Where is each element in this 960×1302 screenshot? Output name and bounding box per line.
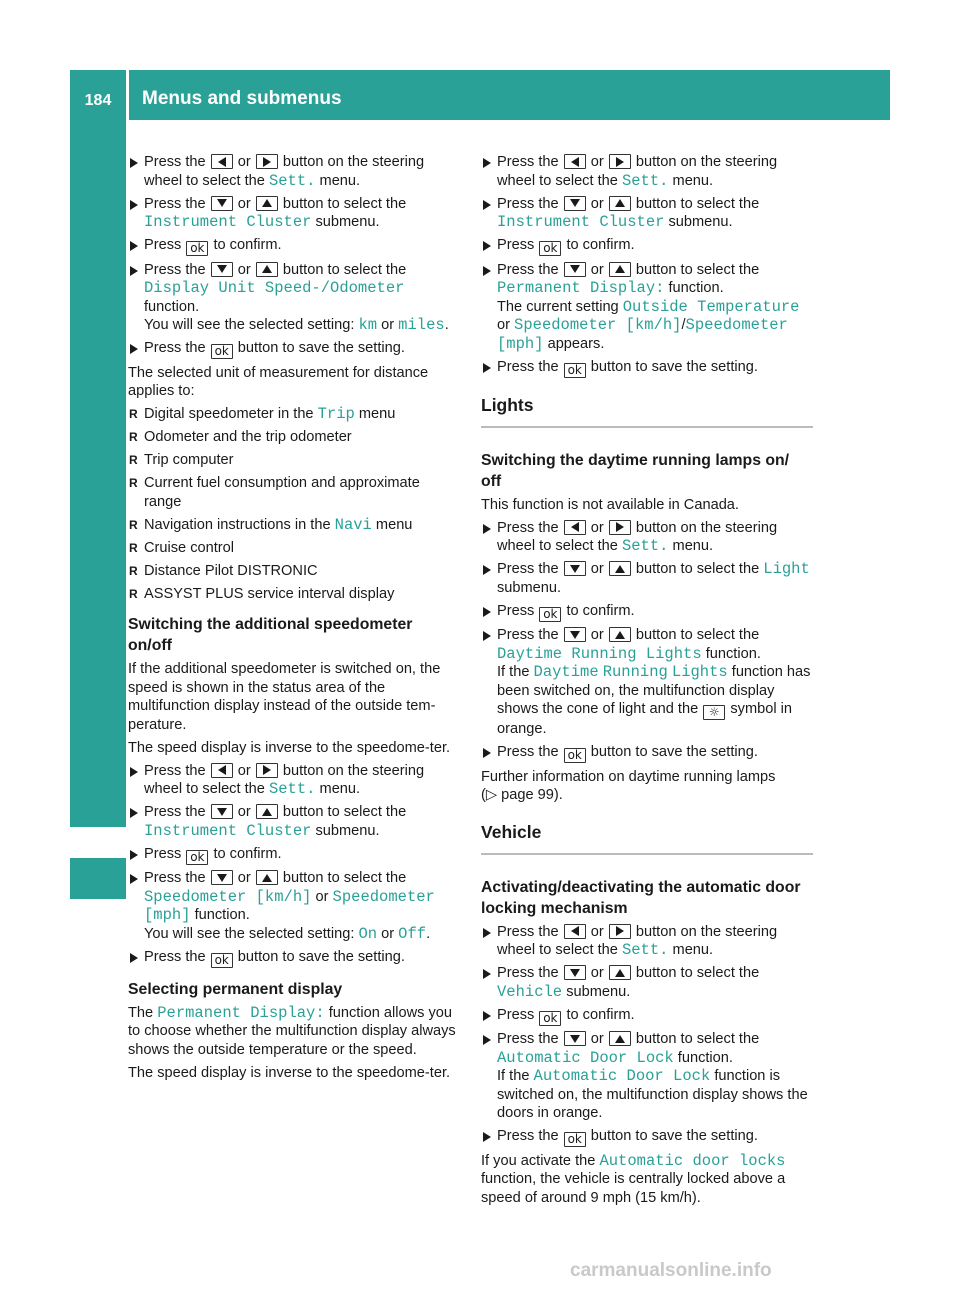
code-instrument-cluster: Instrument Cluster <box>497 213 665 231</box>
code-mph: [mph] <box>144 906 191 924</box>
step-item: Press the or button to select the Permanent Display: function. The current setting Outside Temperature or Speedometer [km/h]/Speedometer [mph] appears. <box>481 261 813 354</box>
left-arrow-button-icon <box>564 520 586 535</box>
code-instrument-cluster: Instrument Cluster <box>144 821 312 840</box>
code-permanent-display: Permanent Display: <box>497 279 665 297</box>
step-item: Press the or button to select the Automatic Door Lock function. If the Automatic Door Lock function is switched on, the multifunction display shows the doors in orange. <box>481 1030 813 1123</box>
list-item: R Trip computer <box>128 451 460 470</box>
code-trip: Trip <box>317 405 355 423</box>
code-permanent-display: Permanent Display: <box>157 1003 325 1022</box>
right-column <box>481 153 813 1212</box>
code-instrument-cluster: Instrument Cluster <box>144 213 312 231</box>
step-item: Press the or button on the steering wheel to select the Sett. menu. <box>128 762 460 799</box>
step-item: Press the or button to select the Daytime Running Lights function. If the Daytime Running Lights function has been switched on, the multifunction display shows the cone of light and the ☼ symbol in orange. <box>481 626 813 739</box>
list-item: R Navigation instructions in the Navi menu <box>128 516 460 535</box>
code-on: On <box>358 924 378 943</box>
watermark: carmanualsonline.info <box>570 1260 772 1281</box>
code-automatic-door-lock: Automatic Door Lock <box>497 1048 674 1067</box>
paragraph: The Permanent Display: function allows you to choose whether the multifunction display always shows the outside temperature or the speed. <box>128 1003 456 1058</box>
step-item: Press ok to confirm. <box>481 1006 813 1026</box>
down-arrow-button-icon <box>564 965 586 980</box>
step-item: Press the or button on the steering wheel to select the Sett. menu. <box>481 923 813 960</box>
list-item: R Odometer and the trip odometer <box>128 428 460 447</box>
list-item: R Digital speedometer in the Trip menu <box>128 405 460 424</box>
code-miles: miles <box>398 316 445 334</box>
step-item: Press the ok button to save the setting. <box>128 948 460 968</box>
ok-button-icon: ok <box>186 241 208 256</box>
code-sett: Sett. <box>268 171 316 190</box>
up-arrow-button-icon <box>609 561 631 576</box>
up-arrow-button-icon <box>609 196 631 211</box>
step-item: Press the ok button to save the setting. <box>128 339 460 359</box>
down-arrow-button-icon <box>211 804 233 819</box>
up-arrow-button-icon <box>609 262 631 277</box>
code-lights: Lights <box>671 663 728 681</box>
heading-vehicle: Vehicle <box>481 821 813 855</box>
down-arrow-button-icon <box>564 561 586 576</box>
ok-button-icon: ok <box>539 241 561 256</box>
right-arrow-button-icon <box>256 154 278 169</box>
up-arrow-button-icon <box>609 627 631 642</box>
step-item: Press the or button to select the Instrument Cluster submenu. <box>128 803 460 840</box>
left-arrow-button-icon <box>564 154 586 169</box>
left-arrow-button-icon <box>211 154 233 169</box>
step-item: Press the or button on the steering wheel to select the Sett. menu. <box>128 153 460 190</box>
header-divider <box>126 70 129 120</box>
code-navi: Navi <box>334 515 372 534</box>
right-arrow-button-icon <box>609 154 631 169</box>
chapter-title: On-board computer and displays <box>81 275 104 605</box>
section-title: Menus and submenus <box>142 88 342 109</box>
paragraph: If you activate the Automatic door locks function, the vehicle is centrally locked above a speed of around 9 mph (15 km/h). <box>481 1151 786 1206</box>
heading-lights: Lights <box>481 394 813 428</box>
code-speedometer-kmh: Speedometer [km/h] <box>144 887 312 906</box>
list-item: R ASSYST PLUS service interval display <box>128 585 460 604</box>
step-item: Press the or button to select the Instrument Cluster submenu. <box>128 195 460 232</box>
code-display-unit: Display Unit Speed-/Odometer <box>144 279 405 297</box>
paragraph: The speed display is inverse to the speedome-ter. <box>128 739 451 756</box>
paragraph: This function is not available in Canada. <box>481 496 739 513</box>
step-item: Press the or button on the steering wheel to select the Sett. menu. <box>481 153 813 190</box>
down-arrow-button-icon <box>564 262 586 277</box>
step-item: Press the or button to select the Speedometer [km/h] or Speedometer [mph] function. You will see the selected setting: On or Off. <box>128 869 460 943</box>
step-item: Press the ok button to save the setting. <box>481 1127 813 1147</box>
step-item: Press the or button to select the Light submenu. <box>481 560 813 597</box>
code-speedometer-kmh: Speedometer [km/h] <box>514 316 682 334</box>
code-light: Light <box>763 560 810 578</box>
code-km: km <box>358 316 378 334</box>
list-item: R Cruise control <box>128 539 460 558</box>
code-sett: Sett. <box>268 780 316 798</box>
step-item: Press the or button to select the Vehicle submenu. <box>481 964 813 1001</box>
code-sett: Sett. <box>621 941 669 959</box>
up-arrow-button-icon <box>609 1031 631 1046</box>
list-item: R Current fuel consumption and approximate range <box>128 474 460 511</box>
ok-button-icon: ok <box>211 344 233 359</box>
ok-button-icon: ok <box>211 953 233 968</box>
code-off: Off <box>398 924 427 943</box>
code-vehicle: Vehicle <box>497 982 563 1001</box>
up-arrow-button-icon <box>256 870 278 885</box>
heading-additional-speedometer: Switching the additional speedometer on/off <box>128 616 413 654</box>
ok-button-icon: ok <box>564 363 586 378</box>
down-arrow-button-icon <box>211 196 233 211</box>
step-item: Press the ok button to save the setting. <box>481 358 813 378</box>
code-daytime-running-lights: Daytime Running Lights <box>497 644 702 663</box>
down-arrow-button-icon <box>211 870 233 885</box>
code-sett: Sett. <box>621 171 669 190</box>
ok-button-icon: ok <box>539 607 561 622</box>
step-item: Press ok to confirm. <box>128 236 460 256</box>
ok-button-icon: ok <box>539 1011 561 1026</box>
paragraph: If the additional speedometer is switched on, the speed is shown in the status area of the multifunction display instead of the outside tem-perature. <box>128 661 441 733</box>
down-arrow-button-icon <box>564 1031 586 1046</box>
light-cone-symbol-icon: ☼ <box>703 705 725 720</box>
step-item: Press ok to confirm. <box>128 845 460 865</box>
step-item: Press ok to confirm. <box>481 602 813 622</box>
chapter-marker <box>70 858 126 899</box>
code-automatic-door-locks: Automatic door locks <box>599 1151 786 1170</box>
step-item: Press the or button to select the Instrument Cluster submenu. <box>481 195 813 232</box>
step-item: Press the or button on the steering wheel to select the Sett. menu. <box>481 519 813 556</box>
ok-button-icon: ok <box>186 850 208 865</box>
left-column <box>128 153 460 1087</box>
up-arrow-button-icon <box>256 196 278 211</box>
page-number: 184 <box>84 92 112 109</box>
up-arrow-button-icon <box>256 262 278 277</box>
paragraph: The speed display is inverse to the speedome-ter. <box>128 1064 451 1081</box>
code-automatic-door-lock: Automatic Door Lock <box>533 1067 711 1085</box>
down-arrow-button-icon <box>564 627 586 642</box>
up-arrow-button-icon <box>256 804 278 819</box>
step-item: Press the ok button to save the setting. <box>481 743 813 763</box>
list-item: R Distance Pilot DISTRONIC <box>128 562 460 581</box>
left-arrow-button-icon <box>211 763 233 778</box>
right-arrow-button-icon <box>609 924 631 939</box>
code-speedometer: Speedometer <box>685 316 788 334</box>
paragraph: Further information on daytime running lamps (▷ page 99). <box>481 768 776 803</box>
code-running: Running <box>602 663 668 681</box>
ok-button-icon: ok <box>564 1132 586 1147</box>
left-arrow-button-icon <box>564 924 586 939</box>
code-sett: Sett. <box>621 537 669 555</box>
code-outside-temperature: Outside Temperature <box>622 297 800 316</box>
heading-permanent-display: Selecting permanent display <box>128 980 343 998</box>
right-arrow-button-icon <box>256 763 278 778</box>
step-item: Press the or button to select the Display Unit Speed-/Odometer function. You will see the selected setting: km or miles. <box>128 261 460 335</box>
up-arrow-button-icon <box>609 965 631 980</box>
ok-button-icon: ok <box>564 748 586 763</box>
heading-door-locking: Activating/deactivating the automatic door locking mechanism <box>481 878 801 917</box>
down-arrow-button-icon <box>211 262 233 277</box>
paragraph: The selected unit of measurement for distance applies to: <box>128 364 429 399</box>
code-daytime: Daytime <box>533 663 599 681</box>
down-arrow-button-icon <box>564 196 586 211</box>
heading-daytime-running-lamps: Switching the daytime running lamps on/ off <box>481 451 790 490</box>
right-arrow-button-icon <box>609 520 631 535</box>
step-item: Press ok to confirm. <box>481 236 813 256</box>
code-mph: [mph] <box>497 334 544 353</box>
code-speedometer: Speedometer <box>332 887 435 906</box>
